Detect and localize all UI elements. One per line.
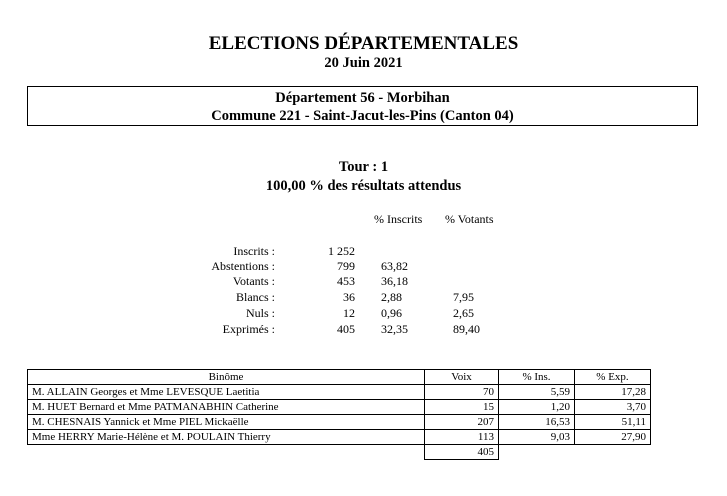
header-pct-ins: % Ins. bbox=[499, 370, 575, 385]
stats-pct-inscrits: 32,35 bbox=[381, 322, 408, 336]
total-spacer bbox=[575, 445, 651, 460]
stats-pct-votants: 89,40 bbox=[453, 322, 480, 336]
stats-value: 1 252 bbox=[328, 244, 355, 258]
results-header-row bbox=[28, 370, 651, 385]
stats-pct-inscrits: 2,88 bbox=[381, 290, 402, 304]
departement-label: Département 56 - Morbihan bbox=[275, 90, 450, 106]
cell-pct-ins: 5,59 bbox=[499, 385, 575, 400]
cell-voix: 113 bbox=[425, 430, 499, 445]
stats-row-nuls bbox=[0, 306, 727, 321]
cell-pct-ins: 16,53 bbox=[499, 415, 575, 430]
stats-value: 453 bbox=[337, 274, 355, 288]
column-header-pct-votants: % Votants bbox=[445, 212, 494, 226]
cell-voix: 207 bbox=[425, 415, 499, 430]
header-pct-exp: % Exp. bbox=[575, 370, 651, 385]
table-row bbox=[28, 400, 651, 415]
header-voix: Voix bbox=[425, 370, 499, 385]
column-header-pct-inscrits: % Inscrits bbox=[374, 212, 423, 226]
location-box bbox=[27, 86, 698, 126]
stats-row-inscrits bbox=[0, 244, 727, 259]
cell-binome: M. HUET Bernard et Mme PATMANABHIN Catherine bbox=[28, 400, 425, 415]
total-spacer bbox=[28, 445, 425, 460]
stats-row-abstentions bbox=[0, 259, 727, 274]
election-date: 20 Juin 2021 bbox=[324, 55, 403, 71]
total-voix: 405 bbox=[425, 445, 499, 460]
stats-value: 405 bbox=[337, 322, 355, 336]
total-row bbox=[28, 445, 651, 460]
cell-binome: M. CHESNAIS Yannick et Mme PIEL Mickaëlle bbox=[28, 415, 425, 430]
table-row bbox=[28, 385, 651, 400]
header-binome: Binôme bbox=[28, 370, 425, 385]
cell-pct-ins: 1,20 bbox=[499, 400, 575, 415]
total-spacer bbox=[499, 445, 575, 460]
stats-label: Inscrits : bbox=[233, 244, 275, 258]
cell-pct-exp: 3,70 bbox=[575, 400, 651, 415]
stats-label: Nuls : bbox=[245, 306, 275, 320]
stats-value: 12 bbox=[343, 306, 355, 320]
stats-pct-votants: 2,65 bbox=[453, 306, 474, 320]
stats-row-exprimes bbox=[0, 322, 727, 337]
stats-pct-votants: 7,95 bbox=[453, 290, 474, 304]
tour-label: Tour : 1 bbox=[338, 159, 389, 175]
stats-row-votants bbox=[0, 274, 727, 289]
stats-value: 799 bbox=[337, 259, 355, 273]
page-title: ELECTIONS DÉPARTEMENTALES bbox=[208, 33, 519, 54]
cell-binome: Mme HERRY Marie-Hélène et M. POULAIN Thierry bbox=[28, 430, 425, 445]
stats-label: Abstentions : bbox=[211, 259, 275, 273]
cell-pct-ins: 9,03 bbox=[499, 430, 575, 445]
cell-voix: 15 bbox=[425, 400, 499, 415]
stats-value: 36 bbox=[343, 290, 355, 304]
stats-row-blancs bbox=[0, 290, 727, 305]
table-row bbox=[28, 415, 651, 430]
cell-pct-exp: 51,11 bbox=[575, 415, 651, 430]
results-expected-label: 100,00 % des résultats attendus bbox=[265, 178, 462, 194]
stats-pct-inscrits: 63,82 bbox=[381, 259, 408, 273]
cell-voix: 70 bbox=[425, 385, 499, 400]
results-table bbox=[27, 369, 651, 460]
stats-label: Blancs : bbox=[236, 290, 275, 304]
cell-pct-exp: 27,90 bbox=[575, 430, 651, 445]
cell-binome: M. ALLAIN Georges et Mme LEVESQUE Laetitia bbox=[28, 385, 425, 400]
table-row bbox=[28, 430, 651, 445]
commune-label: Commune 221 - Saint-Jacut-les-Pins (Canton 04) bbox=[211, 108, 514, 124]
stats-pct-inscrits: 0,96 bbox=[381, 306, 402, 320]
stats-label: Exprimés : bbox=[222, 322, 275, 336]
stats-pct-inscrits: 36,18 bbox=[381, 274, 408, 288]
stats-label: Votants : bbox=[232, 274, 275, 288]
cell-pct-exp: 17,28 bbox=[575, 385, 651, 400]
